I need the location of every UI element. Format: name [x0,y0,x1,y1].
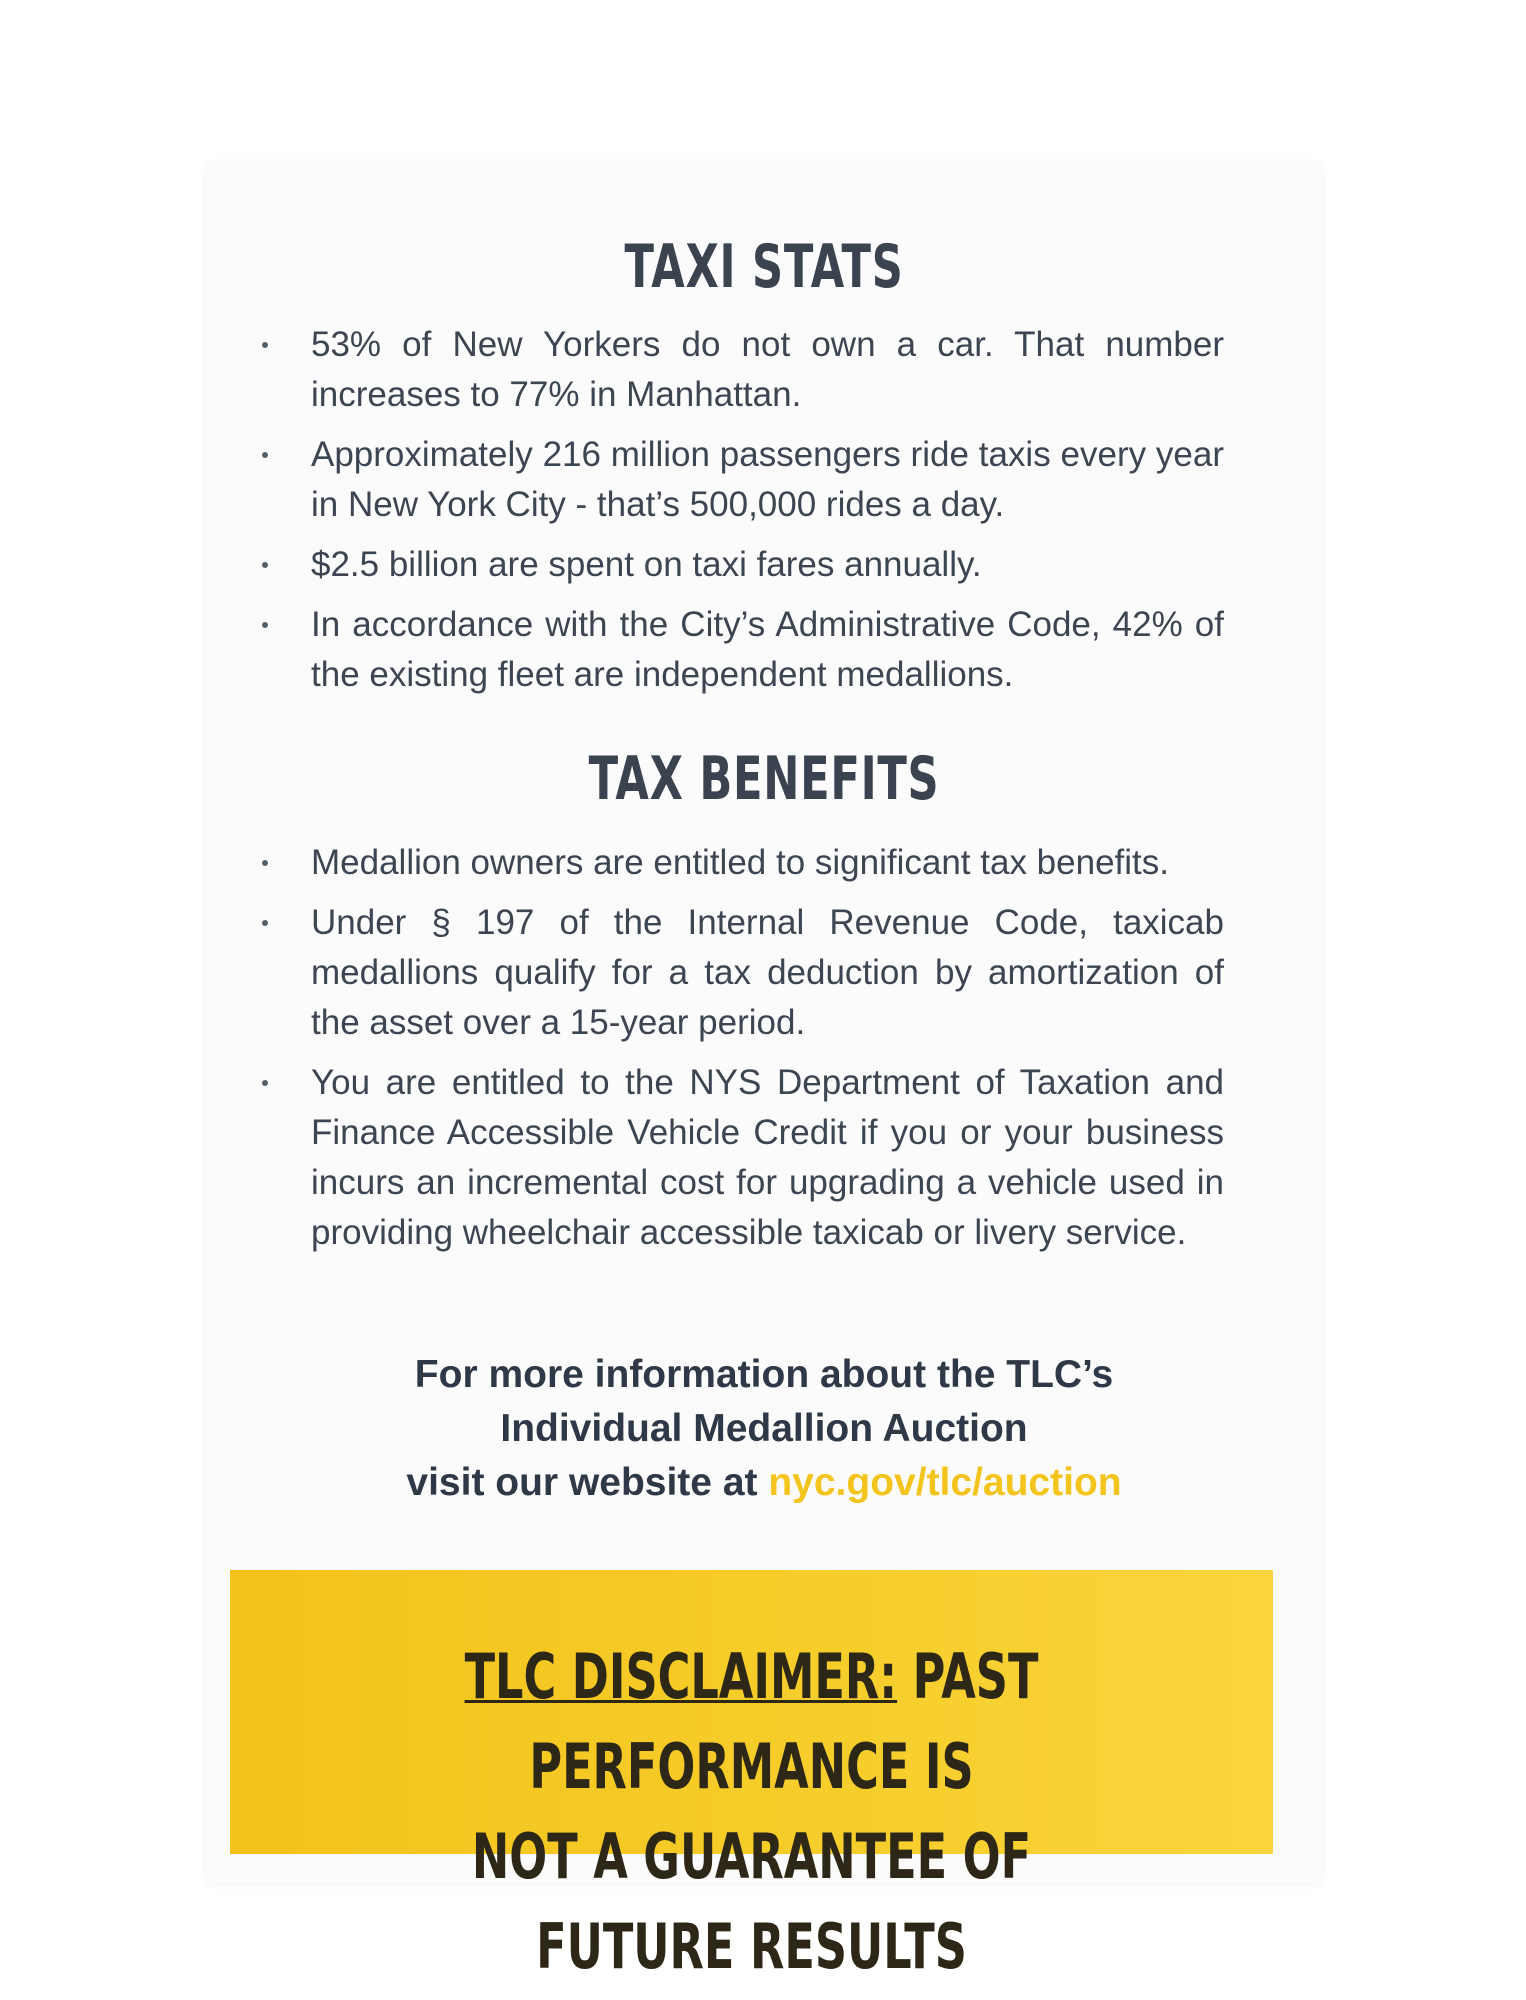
bullet-icon [262,920,268,926]
list-item [206,320,1322,420]
list-item-text: $2.5 billion are spent on taxi fares annually. [311,545,982,584]
disclaimer-text [376,1632,1127,1992]
disclaimer-label: TLC DISCLAIMER: [464,1640,898,1713]
disclaimer-line-1 [376,1632,1127,1812]
more-info-line-3 [206,1456,1322,1510]
more-info-block [206,1348,1322,1510]
list-item [206,430,1322,530]
flyer-card [206,162,1322,1983]
disclaimer-text-line-2: NOT A GUARANTEE OF FUTURE RESULTS [471,1820,1032,1983]
list-item [206,838,1322,888]
auction-website-link[interactable]: nyc.gov/tlc/auction [768,1461,1122,1504]
more-info-line-2: Individual Medallion Auction [500,1407,1028,1450]
list-item [206,1058,1322,1258]
list-item-text: Under § 197 of the Internal Revenue Code, taxicab medallions qualify for a tax deduction by amortization of the asset over a 15-year period. [311,903,1224,1042]
more-info-prefix: visit our website at [406,1461,758,1504]
bullet-icon [262,860,268,866]
list-item [206,898,1322,1048]
list-item-text: You are entitled to the NYS Department of Taxation and Finance Accessible Vehicle Credit if you or your business incurs an incremental cost for upgrading a vehicle used in providing wheelchair accessible taxicab or livery service. [311,1063,1224,1252]
bullet-icon [262,1080,268,1086]
list-item [206,540,1322,590]
list-item-text: 53% of New Yorkers do not own a car. That number increases to 77% in Manhattan. [311,325,1224,414]
list-item-text: Medallion owners are entitled to significant tax benefits. [311,843,1169,882]
taxi-stats-list [206,320,1322,710]
tax-benefits-heading: TAX BENEFITS [588,744,940,814]
tax-benefits-list [206,838,1322,1268]
disclaimer-banner [230,1570,1273,1983]
bullet-icon [262,622,268,628]
list-item-text: Approximately 216 million passengers ride taxis every year in New York City - that’s 500,000 rides a day. [311,435,1224,524]
bullet-icon [262,562,268,568]
list-item-text: In accordance with the City’s Administrative Code, 42% of the existing fleet are independent medallions. [311,605,1224,694]
disclaimer-text-line-1: PAST PERFORMANCE IS [529,1640,1039,1803]
bullet-icon [262,452,268,458]
list-item [206,600,1322,700]
taxi-stats-heading: TAXI STATS [624,232,904,302]
bullet-icon [262,342,268,348]
more-info-line-1: For more information about the TLC’s [414,1353,1114,1396]
